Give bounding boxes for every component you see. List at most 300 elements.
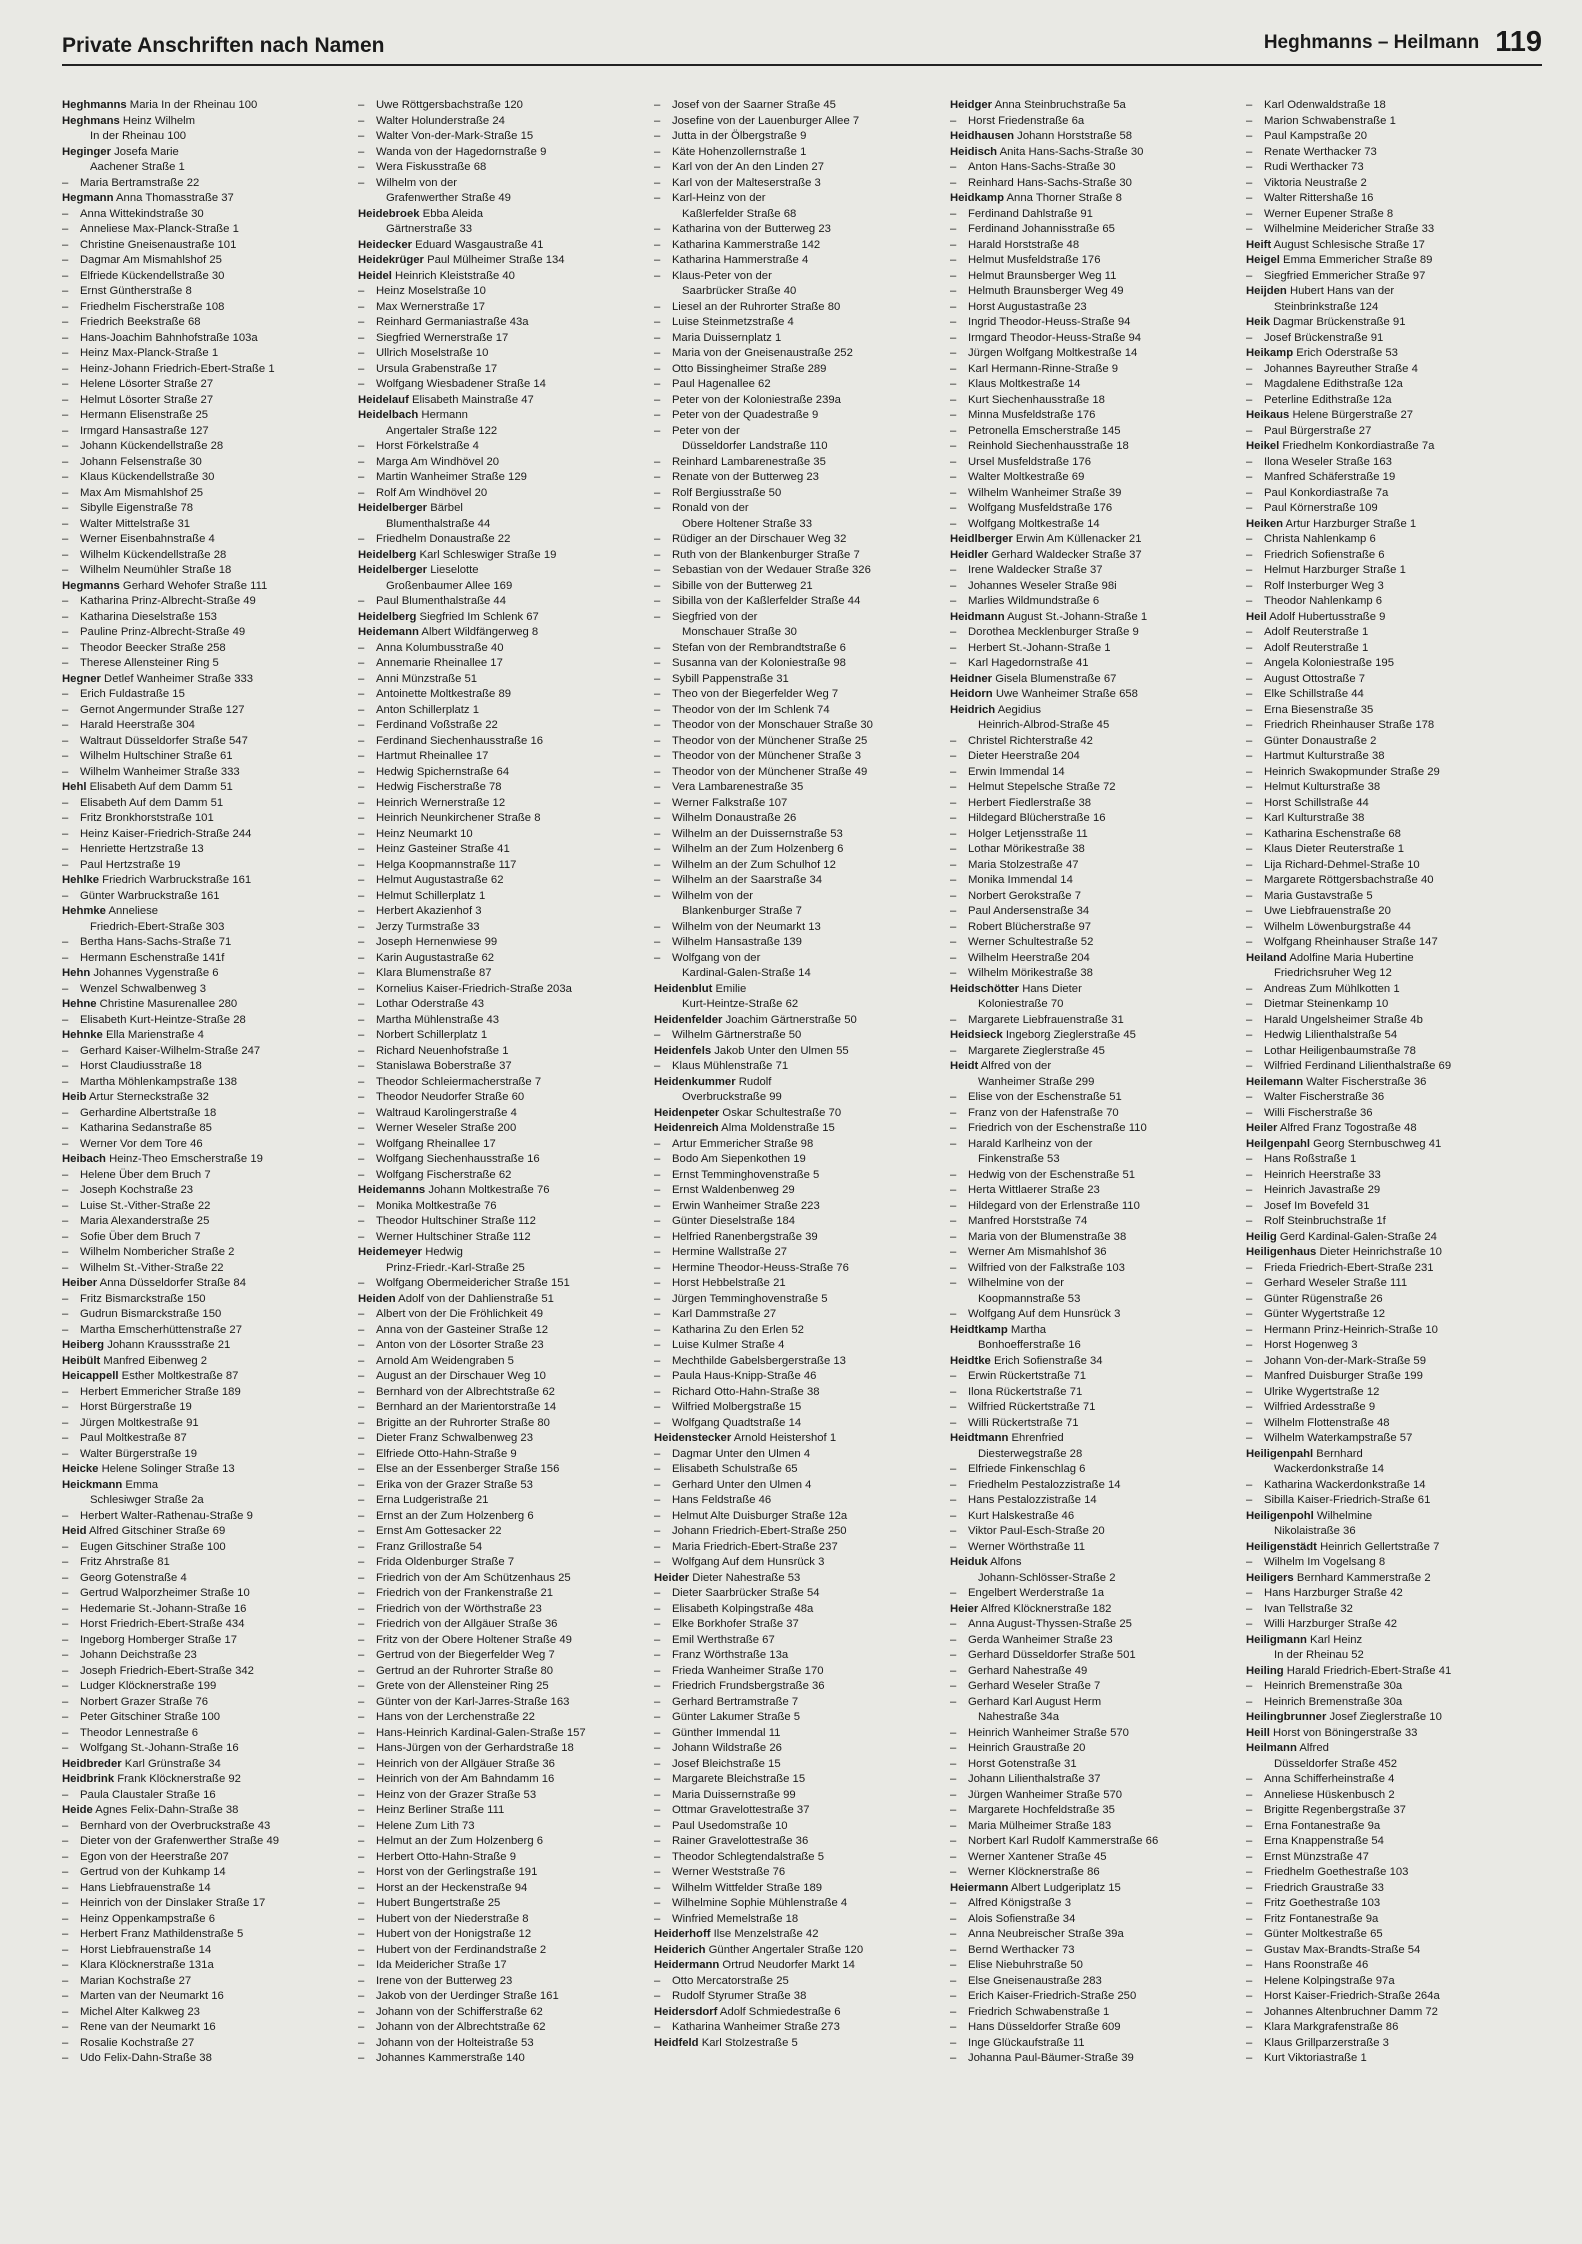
member-entry: – Josef Brückenstraße 91 bbox=[1246, 331, 1542, 347]
member-entry: – Karl Hermann-Rinne-Straße 9 bbox=[950, 362, 1246, 378]
surname: Heiermann bbox=[950, 1881, 1009, 1894]
surname: Heidtkamp bbox=[950, 1323, 1008, 1336]
surname: Heidmann bbox=[950, 610, 1005, 623]
member-entry: – Sybill Pappenstraße 31 bbox=[654, 672, 950, 688]
member-entry: – Michel Alter Kalkweg 23 bbox=[62, 2005, 358, 2021]
surname: Heibült bbox=[62, 1354, 101, 1367]
member-entry: – Gerhard Weseler Straße 111 bbox=[1246, 1276, 1542, 1292]
member-entry: – Sibylle Eigenstraße 78 bbox=[62, 501, 358, 517]
member-entry: – Katharina Zu den Erlen 52 bbox=[654, 1323, 950, 1339]
surname-entry bbox=[1246, 1633, 1542, 1649]
member-entry: – Ernst Münzstraße 47 bbox=[1246, 1850, 1542, 1866]
member-entry: – Helmut Lösorter Straße 27 bbox=[62, 393, 358, 409]
member-entry: – Johann von der Albrechtstraße 62 bbox=[358, 2020, 654, 2036]
member-entry: – Wolfgang St.-Johann-Straße 16 bbox=[62, 1741, 358, 1757]
member-entry: – Ferdinand Dahlstraße 91 bbox=[950, 207, 1246, 223]
member-entry: – Uwe Liebfrauenstraße 20 bbox=[1246, 904, 1542, 920]
continuation-line: Steinbrinkstraße 124 bbox=[1274, 300, 1379, 313]
entry-text: Bernhard bbox=[1313, 1447, 1363, 1460]
entry-text: Günther Angertaler Straße 120 bbox=[705, 1943, 864, 1956]
member-entry: – Erich Kaiser-Friedrich-Straße 250 bbox=[950, 1989, 1246, 2005]
member-entry: – Joseph Kochstraße 23 bbox=[62, 1183, 358, 1199]
member-entry: – Magdalene Edithstraße 12a bbox=[1246, 377, 1542, 393]
member-entry: – Otto Bissingheimer Straße 289 bbox=[654, 362, 950, 378]
surname-entry bbox=[950, 1602, 1246, 1618]
surname-entry bbox=[950, 1028, 1246, 1044]
surname-entry bbox=[62, 904, 358, 920]
member-entry: – Annemarie Rheinallee 17 bbox=[358, 656, 654, 672]
member-entry: – Martha Emscherhüttenstraße 27 bbox=[62, 1323, 358, 1339]
entry-text: Bernhard Kammerstraße 2 bbox=[1293, 1571, 1431, 1584]
surname-entry bbox=[62, 997, 358, 1013]
member-entry: – Kurt Halskestraße 46 bbox=[950, 1509, 1246, 1525]
member-entry: – Udo Felix-Dahn-Straße 38 bbox=[62, 2051, 358, 2067]
member-entry: – Helmut Stepelsche Straße 72 bbox=[950, 780, 1246, 796]
member-entry: – Wilhelm Hansastraße 139 bbox=[654, 935, 950, 951]
surname: Heidenkummer bbox=[654, 1075, 736, 1088]
directory-column-4 bbox=[950, 98, 1246, 2208]
member-entry: – Wilhelm von der bbox=[358, 176, 654, 192]
member-entry: – Else Gneisenaustraße 283 bbox=[950, 1974, 1246, 1990]
member-entry: – Christine Gneisenaustraße 101 bbox=[62, 238, 358, 254]
surname: Heilgenpahl bbox=[1246, 1137, 1311, 1150]
member-entry: – Wilhelm an der Zum Holzenberg 6 bbox=[654, 842, 950, 858]
surname: Heidenfelder bbox=[654, 1013, 723, 1026]
surname: Heil bbox=[1246, 610, 1267, 623]
member-entry: – Friedrich Sofienstraße 6 bbox=[1246, 548, 1542, 564]
member-entry: – Pauline Prinz-Albrecht-Straße 49 bbox=[62, 625, 358, 641]
surname-entry bbox=[1246, 408, 1542, 424]
member-entry: – Horst Hebbelstraße 21 bbox=[654, 1276, 950, 1292]
continuation-line: Finkenstraße 53 bbox=[978, 1153, 1060, 1165]
surname-entry bbox=[950, 1323, 1246, 1339]
directory-column-2 bbox=[358, 98, 654, 2208]
surname-entry bbox=[950, 1555, 1246, 1571]
member-entry: – Anton Hans-Sachs-Straße 30 bbox=[950, 160, 1246, 176]
member-entry: – Margarete Bleichstraße 15 bbox=[654, 1772, 950, 1788]
member-entry: – Günter Moltkestraße 65 bbox=[1246, 1927, 1542, 1943]
entry-text: Frank Klöcknerstraße 92 bbox=[114, 1773, 241, 1785]
surname-entry bbox=[1246, 346, 1542, 362]
directory-column-5 bbox=[1246, 98, 1542, 2208]
member-entry: – Theodor Hultschiner Straße 112 bbox=[358, 1214, 654, 1230]
surname-entry bbox=[62, 114, 358, 130]
member-entry: – Ilona Weseler Straße 163 bbox=[1246, 455, 1542, 471]
surname-entry bbox=[62, 873, 358, 889]
member-entry: – Heinz Oppenkampstraße 6 bbox=[62, 1912, 358, 1928]
member-entry: – Andreas Zum Mühlkotten 1 bbox=[1246, 982, 1542, 998]
member-entry: – Werner Eisenbahnstraße 4 bbox=[62, 532, 358, 548]
member-entry: – Johann Friedrich-Ebert-Straße 250 bbox=[654, 1524, 950, 1540]
entry-text: Elisabeth Auf dem Damm 51 bbox=[86, 781, 233, 793]
surname: Heidlberger bbox=[950, 533, 1013, 545]
member-entry: – Friedhelm Donaustraße 22 bbox=[358, 532, 654, 548]
member-entry: – Katharina Wackerdonkstraße 14 bbox=[1246, 1478, 1542, 1494]
surname-entry bbox=[62, 1803, 358, 1819]
entry-text: Aegidius bbox=[995, 703, 1042, 716]
surname: Heidger bbox=[950, 99, 993, 111]
entry-text: Helene Solinger Straße 13 bbox=[98, 1463, 235, 1475]
surname: Heikel bbox=[1246, 440, 1280, 452]
surname-entry bbox=[62, 1090, 358, 1106]
continuation-line: Koloniestraße 70 bbox=[978, 998, 1064, 1010]
directory-column-3 bbox=[654, 98, 950, 2208]
member-entry: – Paula Claustaler Straße 16 bbox=[62, 1788, 358, 1804]
surname: Heidersdorf bbox=[654, 2005, 718, 2018]
continuation-line: Kaßlerfelder Straße 68 bbox=[682, 207, 797, 220]
surname: Heidenblut bbox=[654, 982, 713, 995]
member-entry: – Walter Holunderstraße 24 bbox=[358, 114, 654, 130]
member-entry: – Heinz Max-Planck-Straße 1 bbox=[62, 346, 358, 362]
entry-text: Erich Oderstraße 53 bbox=[1293, 347, 1398, 359]
member-entry: – Ottmar Gravelottestraße 37 bbox=[654, 1803, 950, 1819]
surname-entry bbox=[1246, 253, 1542, 269]
member-entry: – Wilhelm Wanheimer Straße 333 bbox=[62, 765, 358, 781]
member-entry: – Ernst Waldenbenweg 29 bbox=[654, 1183, 950, 1199]
member-entry: – Angela Koloniestraße 195 bbox=[1246, 656, 1542, 672]
member-entry: – Fritz von der Obere Holtener Straße 49 bbox=[358, 1633, 654, 1649]
surname-entry bbox=[950, 1059, 1246, 1075]
directory-column-1 bbox=[62, 98, 358, 2208]
member-entry: – Ullrich Moselstraße 10 bbox=[358, 346, 654, 362]
member-entry: – Irmgard Hansastraße 127 bbox=[62, 424, 358, 440]
member-entry: – Theodor Schleiermacherstraße 7 bbox=[358, 1075, 654, 1091]
member-entry: – Friedrich Beekstraße 68 bbox=[62, 315, 358, 331]
member-entry: – Günter Donaustraße 2 bbox=[1246, 734, 1542, 750]
member-entry: – Reinhard Germaniastraße 43a bbox=[358, 315, 654, 331]
member-entry: – Ferdinand Voßstraße 22 bbox=[358, 718, 654, 734]
surname: Heidemeyer bbox=[358, 1246, 423, 1258]
member-entry: – Sebastian von der Wedauer Straße 326 bbox=[654, 563, 950, 579]
member-entry: – Viktoria Neustraße 2 bbox=[1246, 176, 1542, 192]
member-entry: – Heinrich von der Am Bahndamm 16 bbox=[358, 1772, 654, 1788]
member-entry: – August Ottostraße 7 bbox=[1246, 672, 1542, 688]
entry-text: Heinrich Gellertstraße 7 bbox=[1316, 1540, 1440, 1553]
member-entry: – Johannes Altenbruchner Damm 72 bbox=[1246, 2005, 1542, 2021]
member-entry: – Friedrich Rheinhauser Straße 178 bbox=[1246, 718, 1542, 734]
member-entry: – Horst Förkelstraße 4 bbox=[358, 439, 654, 455]
surname: Heikaus bbox=[1246, 409, 1290, 421]
member-entry: – Hans Düsseldorfer Straße 609 bbox=[950, 2020, 1246, 2036]
surname-entry bbox=[1246, 1540, 1542, 1556]
member-entry: – Maria von der Blumenstraße 38 bbox=[950, 1230, 1246, 1246]
surname-entry bbox=[62, 579, 358, 595]
member-entry: – Anni Münzstraße 51 bbox=[358, 672, 654, 688]
member-entry: – Harald Horststraße 48 bbox=[950, 238, 1246, 254]
member-entry: – Fritz Bronkhorststraße 101 bbox=[62, 811, 358, 827]
member-entry: – Sibilla Kaiser-Friedrich-Straße 61 bbox=[1246, 1493, 1542, 1509]
entry-text: Wilhelmine bbox=[1313, 1509, 1373, 1522]
entry-text: Gerhard Wehofer Straße 111 bbox=[119, 579, 268, 592]
member-entry: – Fritz Fontanestraße 9a bbox=[1246, 1912, 1542, 1928]
member-entry: – Monika Moltkestraße 76 bbox=[358, 1199, 654, 1215]
member-entry: – Werner Eupener Straße 8 bbox=[1246, 207, 1542, 223]
member-entry: – Brigitte Regenbergstraße 37 bbox=[1246, 1803, 1542, 1819]
member-entry: – Stanislawa Boberstraße 37 bbox=[358, 1059, 654, 1075]
member-entry: – Gerhard Bertramstraße 7 bbox=[654, 1695, 950, 1711]
surname-entry bbox=[654, 1106, 950, 1122]
member-entry: – Otto Mercatorstraße 25 bbox=[654, 1974, 950, 1990]
member-entry: – Siegfried von der bbox=[654, 610, 950, 626]
member-entry: – Maria Duissernstraße 99 bbox=[654, 1788, 950, 1804]
member-entry: – Gudrun Bismarckstraße 150 bbox=[62, 1307, 358, 1323]
member-entry: – Horst Friedrich-Ebert-Straße 434 bbox=[62, 1617, 358, 1633]
entry-text: Friedhelm Konkordiastraße 7a bbox=[1279, 440, 1435, 452]
member-entry: – Anna von der Gasteiner Straße 12 bbox=[358, 1323, 654, 1339]
member-entry: – Katharina Kammerstraße 142 bbox=[654, 238, 950, 254]
surname: Heiberg bbox=[62, 1339, 105, 1351]
entry-text: Albert Ludgeriplatz 15 bbox=[1008, 1881, 1121, 1894]
member-entry: – Helmut Braunsberger Weg 11 bbox=[950, 269, 1246, 285]
member-entry: – Herbert Walter-Rathenau-Straße 9 bbox=[62, 1509, 358, 1525]
member-entry: – Heinrich Wernerstraße 12 bbox=[358, 796, 654, 812]
surname: Heidelberg bbox=[358, 610, 417, 623]
member-entry: – Maria Gustavstraße 5 bbox=[1246, 889, 1542, 905]
member-entry: – Monika Immendal 14 bbox=[950, 873, 1246, 889]
entry-text: Adolf Schmiedestraße 6 bbox=[717, 2005, 841, 2018]
member-entry: – Werner Wörthstraße 11 bbox=[950, 1540, 1246, 1556]
surname-entry bbox=[62, 1152, 358, 1168]
entry-text: Gisela Blumenstraße 67 bbox=[992, 672, 1117, 685]
surname: Heicappell bbox=[62, 1370, 119, 1382]
continuation-line: Großenbaumer Allee 169 bbox=[386, 579, 513, 592]
surname: Heiligenstädt bbox=[1246, 1540, 1317, 1553]
surname-entry bbox=[62, 1462, 358, 1478]
member-entry: – Hermine Wallstraße 27 bbox=[654, 1245, 950, 1261]
member-entry: – Josef von der Saarner Straße 45 bbox=[654, 98, 950, 114]
member-entry: – Elisabeth Auf dem Damm 51 bbox=[62, 796, 358, 812]
entry-text: Ehrenfried bbox=[1008, 1432, 1064, 1444]
member-entry: – Johannes Bayreuther Straße 4 bbox=[1246, 362, 1542, 378]
member-entry: – Karin Augustastraße 62 bbox=[358, 951, 654, 967]
member-entry: – Dieter von der Grafenwerther Straße 49 bbox=[62, 1834, 358, 1850]
surname-entry bbox=[62, 1338, 358, 1354]
member-entry: – Anna August-Thyssen-Straße 25 bbox=[950, 1617, 1246, 1633]
entry-text: Friedrich Warbruckstraße 161 bbox=[99, 874, 252, 886]
surname-entry bbox=[62, 145, 358, 161]
surname: Heiligers bbox=[1246, 1571, 1294, 1584]
member-entry: – Friedhelm Goethestraße 103 bbox=[1246, 1865, 1542, 1881]
surname: Heidelauf bbox=[358, 393, 409, 406]
member-entry: – Willi Fischerstraße 36 bbox=[1246, 1106, 1542, 1122]
surname-entry bbox=[358, 393, 654, 409]
member-entry: – Werner Hultschiner Straße 112 bbox=[358, 1230, 654, 1246]
member-entry: – Friedrich von der Frankenstraße 21 bbox=[358, 1586, 654, 1602]
member-entry: – Erwin Wanheimer Straße 223 bbox=[654, 1199, 950, 1215]
surname-entry bbox=[358, 207, 654, 223]
surname-entry bbox=[358, 501, 654, 517]
entry-text: Jakob Unter den Ulmen 55 bbox=[711, 1044, 849, 1057]
surname-entry bbox=[358, 408, 654, 424]
member-entry: – Günter von der Karl-Jarres-Straße 163 bbox=[358, 1695, 654, 1711]
surname: Heiler bbox=[1246, 1122, 1278, 1134]
entry-text: Horst von Böningerstraße 33 bbox=[1269, 1726, 1418, 1739]
member-entry: – Walter Fischerstraße 36 bbox=[1246, 1090, 1542, 1106]
member-entry: – Erika von der Grazer Straße 53 bbox=[358, 1478, 654, 1494]
surname: Hehn bbox=[62, 967, 91, 979]
member-entry: – Dagmar Am Mismahlshof 25 bbox=[62, 253, 358, 269]
continuation-line: Nikolaistraße 36 bbox=[1274, 1525, 1356, 1537]
member-entry: – Stefan von der Rembrandtstraße 6 bbox=[654, 641, 950, 657]
surname-entry bbox=[654, 1044, 950, 1060]
entry-text: Anna Thorner Straße 8 bbox=[1004, 192, 1122, 204]
member-entry: – Wilhelm an der Zum Schulhof 12 bbox=[654, 858, 950, 874]
entry-text: Ilse Menzelstraße 42 bbox=[710, 1928, 819, 1940]
entry-text: Emilie bbox=[712, 982, 747, 995]
surname: Heift bbox=[1246, 238, 1272, 251]
surname-entry bbox=[1246, 1230, 1542, 1246]
member-entry: – Luise St.-Vither-Straße 22 bbox=[62, 1199, 358, 1215]
member-entry: – Friedrich Schwabenstraße 1 bbox=[950, 2005, 1246, 2021]
member-entry: – Wilfried von der Falkstraße 103 bbox=[950, 1261, 1246, 1277]
member-entry: – Jakob von der Uerdinger Straße 161 bbox=[358, 1989, 654, 2005]
surname-entry bbox=[62, 1478, 358, 1494]
member-entry: – Jürgen Temminghovenstraße 5 bbox=[654, 1292, 950, 1308]
surname-entry bbox=[62, 1276, 358, 1292]
surname: Heghmanns bbox=[62, 99, 127, 111]
entry-text: Adolfine Maria Hubertine bbox=[1286, 951, 1414, 964]
surname-entry bbox=[358, 1183, 654, 1199]
member-entry: – Wanda von der Hagedornstraße 9 bbox=[358, 145, 654, 161]
surname-entry bbox=[654, 1013, 950, 1029]
member-entry: – Josef Bleichstraße 15 bbox=[654, 1757, 950, 1773]
member-entry: – Grete von der Allensteiner Ring 25 bbox=[358, 1679, 654, 1695]
member-entry: – Margarete Röttgersbachstraße 40 bbox=[1246, 873, 1542, 889]
member-entry: – Elisabeth Kolpingstraße 48a bbox=[654, 1602, 950, 1618]
member-entry: – Wolfgang Auf dem Hunsrück 3 bbox=[950, 1307, 1246, 1323]
member-entry: – Rainer Gravelottestraße 36 bbox=[654, 1834, 950, 1850]
member-entry: – Alfred Königstraße 3 bbox=[950, 1896, 1246, 1912]
member-entry: – Johannes Kammerstraße 140 bbox=[358, 2051, 654, 2067]
entry-text: Walter Fischerstraße 36 bbox=[1303, 1075, 1427, 1088]
member-entry: – Paul Hagenallee 62 bbox=[654, 377, 950, 393]
entry-text: Alfons bbox=[987, 1556, 1022, 1568]
member-entry: – Hermine Theodor-Heuss-Straße 76 bbox=[654, 1261, 950, 1277]
continuation-line: Heinrich-Albrod-Straße 45 bbox=[978, 719, 1110, 731]
surname: Hegmanns bbox=[62, 579, 120, 592]
member-entry: – Erwin Rückertstraße 71 bbox=[950, 1369, 1246, 1385]
member-entry: – Susanna van der Koloniestraße 98 bbox=[654, 656, 950, 672]
member-entry: – Marlies Wildmundstraße 6 bbox=[950, 594, 1246, 610]
entry-text: Martha bbox=[1007, 1323, 1047, 1336]
entry-text: Johann Horststraße 58 bbox=[1014, 130, 1133, 142]
member-entry: – Robert Blücherstraße 97 bbox=[950, 920, 1246, 936]
member-entry: – Hans Pestalozzistraße 14 bbox=[950, 1493, 1246, 1509]
member-entry: – Gerhard Kaiser-Wilhelm-Straße 247 bbox=[62, 1044, 358, 1060]
member-entry: – Heinrich Graustraße 20 bbox=[950, 1741, 1246, 1757]
surname: Heiden bbox=[358, 1292, 396, 1305]
member-entry: – Peter von der Quadestraße 9 bbox=[654, 408, 950, 424]
member-entry: – Max Wernerstraße 17 bbox=[358, 300, 654, 316]
continuation-line: Monschauer Straße 30 bbox=[682, 626, 797, 638]
member-entry: – Peter von der Koloniestraße 239a bbox=[654, 393, 950, 409]
member-entry: – Helene Über dem Bruch 7 bbox=[62, 1168, 358, 1184]
member-entry: – Werner Weststraße 76 bbox=[654, 1865, 950, 1881]
member-entry: – Klaus Grillparzerstraße 3 bbox=[1246, 2036, 1542, 2052]
member-entry: – Heinz Berliner Straße 111 bbox=[358, 1803, 654, 1819]
continuation-line: Wanheimer Straße 299 bbox=[978, 1075, 1095, 1088]
member-entry: – Elisabeth Kurt-Heintze-Straße 28 bbox=[62, 1013, 358, 1029]
member-entry: – Heinrich von der Dinslaker Straße 17 bbox=[62, 1896, 358, 1912]
surname: Heiduk bbox=[950, 1556, 988, 1568]
member-entry: – Wilhelm Heerstraße 204 bbox=[950, 951, 1246, 967]
member-entry: – Ursel Musfeldstraße 176 bbox=[950, 455, 1246, 471]
surname-entry bbox=[1246, 1245, 1542, 1261]
member-entry: – Mechthilde Gabelsbergerstraße 13 bbox=[654, 1354, 950, 1370]
member-entry: – Wilfried Molbergstraße 15 bbox=[654, 1400, 950, 1416]
member-entry: – Josefine von der Lauenburger Allee 7 bbox=[654, 114, 950, 130]
member-entry: – Theo von der Biegerfelder Weg 7 bbox=[654, 687, 950, 703]
entry-text: Alma Moldenstraße 15 bbox=[718, 1122, 835, 1134]
member-entry: – Helmut Harzburger Straße 1 bbox=[1246, 563, 1542, 579]
surname: Heidermann bbox=[654, 1959, 720, 1971]
member-entry: – Katharina Prinz-Albrecht-Straße 49 bbox=[62, 594, 358, 610]
member-entry: – Katharina Eschenstraße 68 bbox=[1246, 827, 1542, 843]
member-entry: – Elfriede Kückendellstraße 30 bbox=[62, 269, 358, 285]
entry-text: Hans Dieter bbox=[1019, 982, 1082, 995]
entry-text: Johann Moltkestraße 76 bbox=[425, 1184, 550, 1196]
member-entry: – Frieda Wanheimer Straße 170 bbox=[654, 1664, 950, 1680]
surname-entry bbox=[950, 1431, 1246, 1447]
member-entry: – Maria Bertramstraße 22 bbox=[62, 176, 358, 192]
member-entry: – Helene Zum Lith 73 bbox=[358, 1819, 654, 1835]
entry-text: Adolf von der Dahlienstraße 51 bbox=[395, 1292, 554, 1305]
member-entry: – August an der Dirschauer Weg 10 bbox=[358, 1369, 654, 1385]
member-entry: – Harald Karlheinz von der bbox=[950, 1137, 1246, 1153]
member-entry: – Klaus-Peter von der bbox=[654, 269, 950, 285]
surname: Heidler bbox=[950, 548, 989, 561]
entry-text: Albert Wildfängerweg 8 bbox=[418, 626, 539, 638]
continuation-line: Schlesiwger Straße 2a bbox=[90, 1494, 204, 1506]
page-header bbox=[62, 24, 1542, 66]
member-entry: – Richard Otto-Hahn-Straße 38 bbox=[654, 1385, 950, 1401]
surname-entry bbox=[950, 687, 1246, 703]
member-entry: – Renate von der Butterweg 23 bbox=[654, 470, 950, 486]
surname: Heiland bbox=[1246, 951, 1287, 964]
page-number: 119 bbox=[1495, 26, 1542, 58]
surname-entry bbox=[358, 1292, 654, 1308]
entry-text: Elisabeth Mainstraße 47 bbox=[408, 393, 534, 406]
member-entry: – Horst Bürgerstraße 19 bbox=[62, 1400, 358, 1416]
member-entry: – Klaus Mühlenstraße 71 bbox=[654, 1059, 950, 1075]
surname-entry bbox=[1246, 1121, 1542, 1137]
surname: Heigel bbox=[1246, 254, 1280, 266]
surname: Hehmke bbox=[62, 905, 106, 917]
member-entry: – Hartmut Rheinallee 17 bbox=[358, 749, 654, 765]
member-entry: – Horst Friedenstraße 6a bbox=[950, 114, 1246, 130]
member-entry: – Theodor Beecker Straße 258 bbox=[62, 641, 358, 657]
surname-entry bbox=[358, 253, 654, 269]
member-entry: – Wilhelmine von der bbox=[950, 1276, 1246, 1292]
member-entry: – Johann Kückendellstraße 28 bbox=[62, 439, 358, 455]
surname: Heidkamp bbox=[950, 192, 1004, 204]
continuation-line: Koopmannstraße 53 bbox=[978, 1292, 1081, 1305]
surname: Heidbreder bbox=[62, 1757, 122, 1770]
entry-text: Dieter Heinrichstraße 10 bbox=[1316, 1246, 1442, 1258]
continuation-line: Prinz-Friedr.-Karl-Straße 25 bbox=[386, 1261, 525, 1274]
surname-entry bbox=[654, 1121, 950, 1137]
member-entry: – Friedrich von der Eschenstraße 110 bbox=[950, 1121, 1246, 1137]
member-entry: – Karl von der An den Linden 27 bbox=[654, 160, 950, 176]
surname-entry bbox=[1246, 1710, 1542, 1726]
member-entry: – Erwin Immendal 14 bbox=[950, 765, 1246, 781]
continuation-line: Saarbrücker Straße 40 bbox=[682, 285, 797, 297]
entry-text: Manfred Eibenweg 2 bbox=[100, 1354, 208, 1367]
surname: Hehl bbox=[62, 781, 87, 793]
entry-text: Anita Hans-Sachs-Straße 30 bbox=[997, 145, 1144, 158]
member-entry: – Elfriede Finkenschlag 6 bbox=[950, 1462, 1246, 1478]
directory-columns bbox=[62, 98, 1542, 2208]
